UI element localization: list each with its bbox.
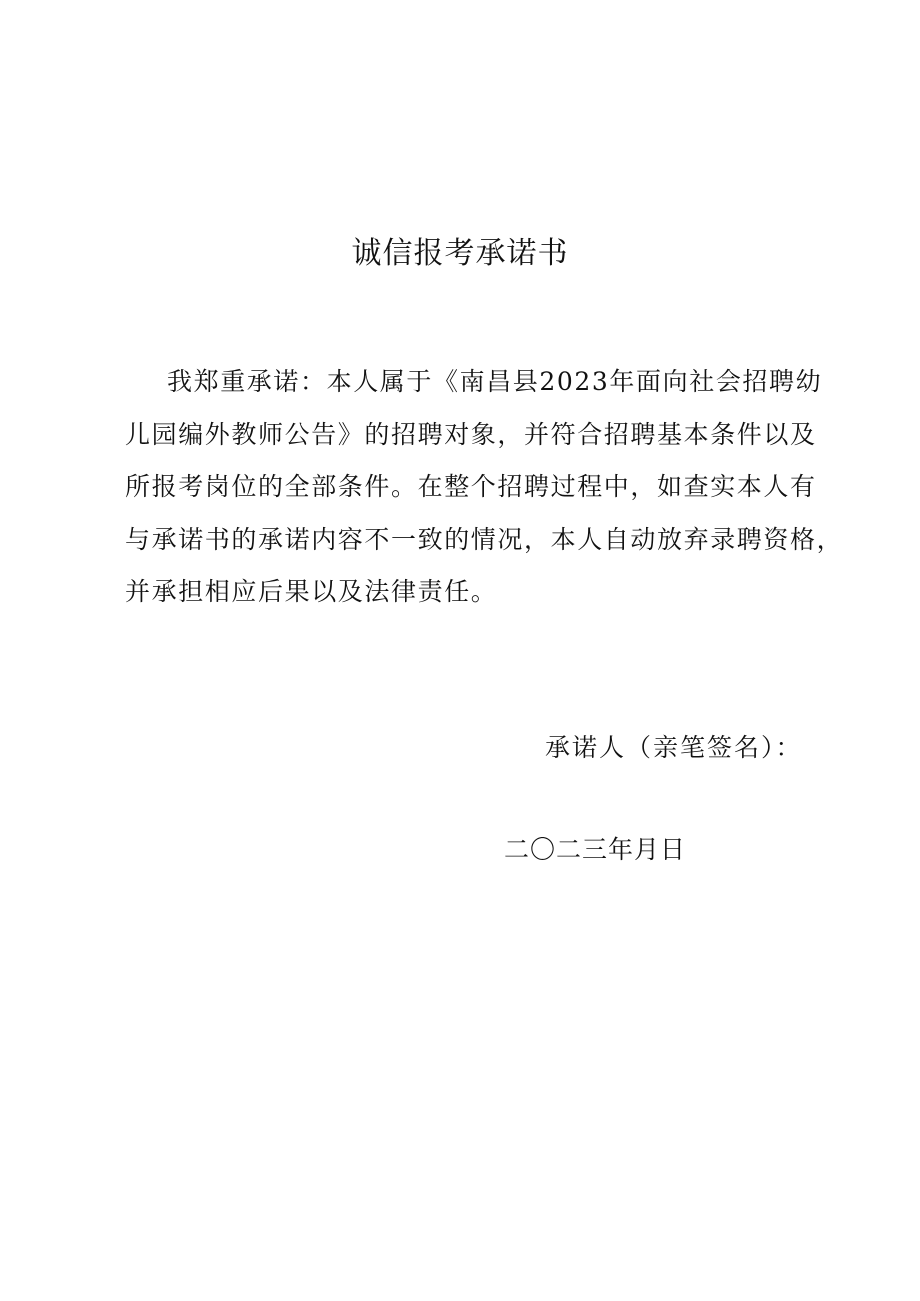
- commitment-paragraph: [125, 356, 844, 619]
- document-title: 诚信报考承诺书: [351, 236, 569, 271]
- paragraph-line-1: 我郑重承诺：本人属于《南昌县2023年面向社会招聘幼: [167, 367, 823, 396]
- paragraph-line-5: 并承担相应后果以及法律责任。: [125, 577, 498, 606]
- signature-label: 承诺人（亲笔签名）：: [545, 733, 803, 762]
- paragraph-line-4: 与承诺书的承诺内容不一致的情况，本人自动放弃录聘资格，: [125, 524, 844, 554]
- date-line: 二〇二三年月日: [504, 835, 687, 864]
- paragraph-line-3: 所报考岗位的全部条件。在整个招聘过程中，如查实本人有: [125, 472, 817, 501]
- paragraph-line-2: 儿园编外教师公告》的招聘对象，并符合招聘基本条件以及: [125, 419, 817, 449]
